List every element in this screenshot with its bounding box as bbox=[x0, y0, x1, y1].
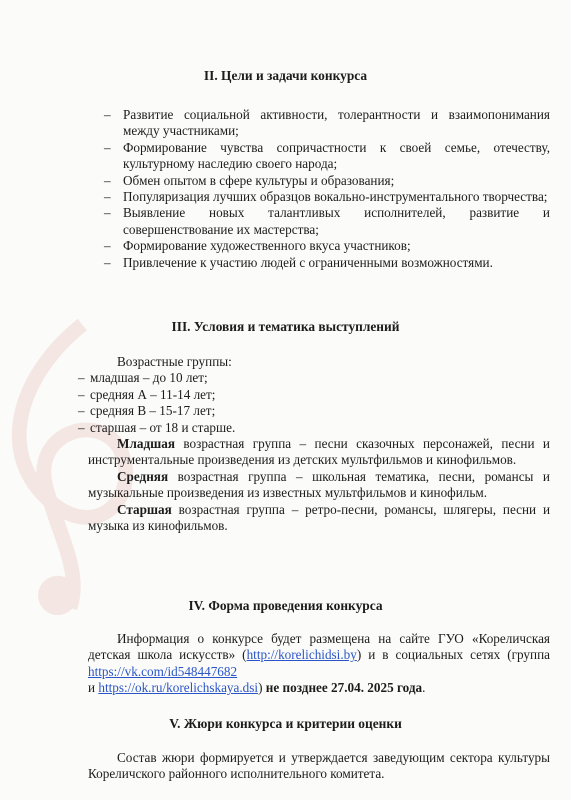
jury-paragraph: Состав жюри формируется и утверждается заведующим сектора культуры Кореличского районного исполнительного комитета. bbox=[88, 750, 550, 782]
list-item: – младшая – до 10 лет; bbox=[66, 370, 550, 386]
section-2-title: II. Цели и задачи конкурса bbox=[203, 68, 368, 83]
list-item: – Выявление новых талантливых исполнителей, развитие и совершенствование их мастерства; bbox=[104, 205, 550, 238]
deadline-text: не позднее 27.04. 2025 года bbox=[262, 680, 423, 696]
list-item: – средняя А – 11-14 лет; bbox=[66, 387, 550, 403]
age-groups-list bbox=[66, 370, 550, 436]
info-text: . bbox=[422, 680, 426, 696]
list-item: – Популяризация лучших образцов вокально-инструментального творчества; bbox=[104, 189, 550, 205]
form-block bbox=[88, 631, 550, 697]
age-groups-label: Возрастные группы: bbox=[117, 354, 232, 369]
senior-group-text: возрастная группа – ретро-песни, романсы, шлягеры, песни и музыка из кинофильмов. bbox=[88, 501, 550, 534]
conditions-block bbox=[88, 354, 550, 534]
ok-link[interactable]: https://ok.ru/korelichskaya.dsi bbox=[98, 680, 259, 696]
info-text: и bbox=[88, 680, 99, 696]
list-item: – Обмен опытом в сфере культуры и образования; bbox=[104, 173, 550, 189]
info-paragraph bbox=[88, 631, 550, 697]
jury-block bbox=[88, 750, 550, 783]
info-text: ) и в социальных сетях (группа bbox=[356, 647, 550, 663]
middle-group-paragraph bbox=[88, 469, 550, 502]
senior-group-label: Старшая bbox=[117, 501, 172, 517]
junior-group-label: Младшая bbox=[117, 436, 175, 452]
middle-group-text: возрастная группа – школьная тематика, песни, романсы и музыкальные произведения из известных мультфильмов и кинофильм. bbox=[88, 468, 550, 501]
goals-list bbox=[104, 107, 550, 271]
middle-group-label: Средняя bbox=[117, 468, 169, 484]
list-item: – Формирование чувства сопричастности к своей семье, отечеству, культурному наследию своего народа; bbox=[104, 140, 550, 173]
section-5-title: V. Жюри конкурса и критерии оценки bbox=[169, 716, 402, 731]
vk-link[interactable]: https://vk.com/id548447682 bbox=[88, 663, 238, 679]
list-item: – средняя В – 15-17 лет; bbox=[66, 403, 550, 419]
list-item: – Привлечение к участию людей с ограниченными возможностями. bbox=[104, 255, 550, 271]
junior-group-text: возрастная группа – песни сказочных персонажей, песни и инструментальные произведения из детских мультфильмов и кинофильмов. bbox=[88, 436, 550, 468]
junior-group-paragraph bbox=[88, 436, 550, 469]
school-site-link[interactable]: http://korelichidsi.by bbox=[246, 647, 357, 663]
senior-group-paragraph bbox=[88, 502, 550, 535]
section-4-title: IV. Форма проведения конкурса bbox=[188, 598, 383, 613]
list-item: – Развитие социальной активности, толерантности и взаимопонимания между участниками; bbox=[104, 107, 550, 140]
info-text: ) bbox=[258, 680, 263, 696]
section-3-title: III. Условия и тематика выступлений bbox=[171, 319, 400, 334]
info-text: Информация о конкурсе будет размещена на сайте ГУО «Кореличская детская школа искусств» ( bbox=[88, 631, 550, 663]
list-item: – Формирование художественного вкуса участников; bbox=[104, 238, 550, 254]
list-item: – старшая – от 18 и старше. bbox=[66, 420, 550, 436]
